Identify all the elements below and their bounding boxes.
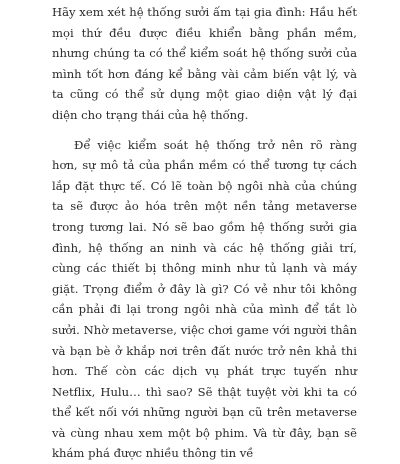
- body-text: [52, 2, 357, 464]
- paragraph-1: Hãy xem xét hệ thống sưởi ấm tại gia đình: Hầu hết mọi thứ đều được điều khiển bằng phần mềm, nhưng chúng ta có thể kiểm soát hệ thống sưởi của mình tốt hơn đáng kể bằng vài cảm biến vật lý, và ta cũng có thể sử dụng một giao diện vật lý đại diện cho trạng thái của hệ thống.: [52, 5, 357, 122]
- paragraph-2: Để việc kiểm soát hệ thống trở nên rõ ràng hơn, sự mô tả của phần mềm có thể tương tự cách lắp đặt thực tế. Có lẽ toàn bộ ngôi nhà của chúng ta sẽ được ảo hóa trên một nền tảng metaverse trong tương lai. Nó sẽ bao gồm hệ thống sưởi gia đình, hệ thống an ninh và các hệ thống giải trí, cùng các thiết bị thông minh như tủ lạnh và máy giặt. Trọng điểm ở đây là gì? Có vẻ như tôi không cần phải đi lại trong ngôi nhà của mình để tắt lò sưởi. Nhờ metaverse, việc chơi game với người thân và bạn bè ở khắp nơi trên đất nước trở nên khả thi hơn. Thế còn các dịch vụ phát trực tuyến như Netflix, Hulu… thì sao? Sẽ thật tuyệt vời khi ta có thể kết nối với những người bạn cũ trên metaverse và cùng nhau xem một bộ phim. Và từ đây, bạn sẽ khám phá được nhiều thông tin về: [52, 137, 357, 461]
